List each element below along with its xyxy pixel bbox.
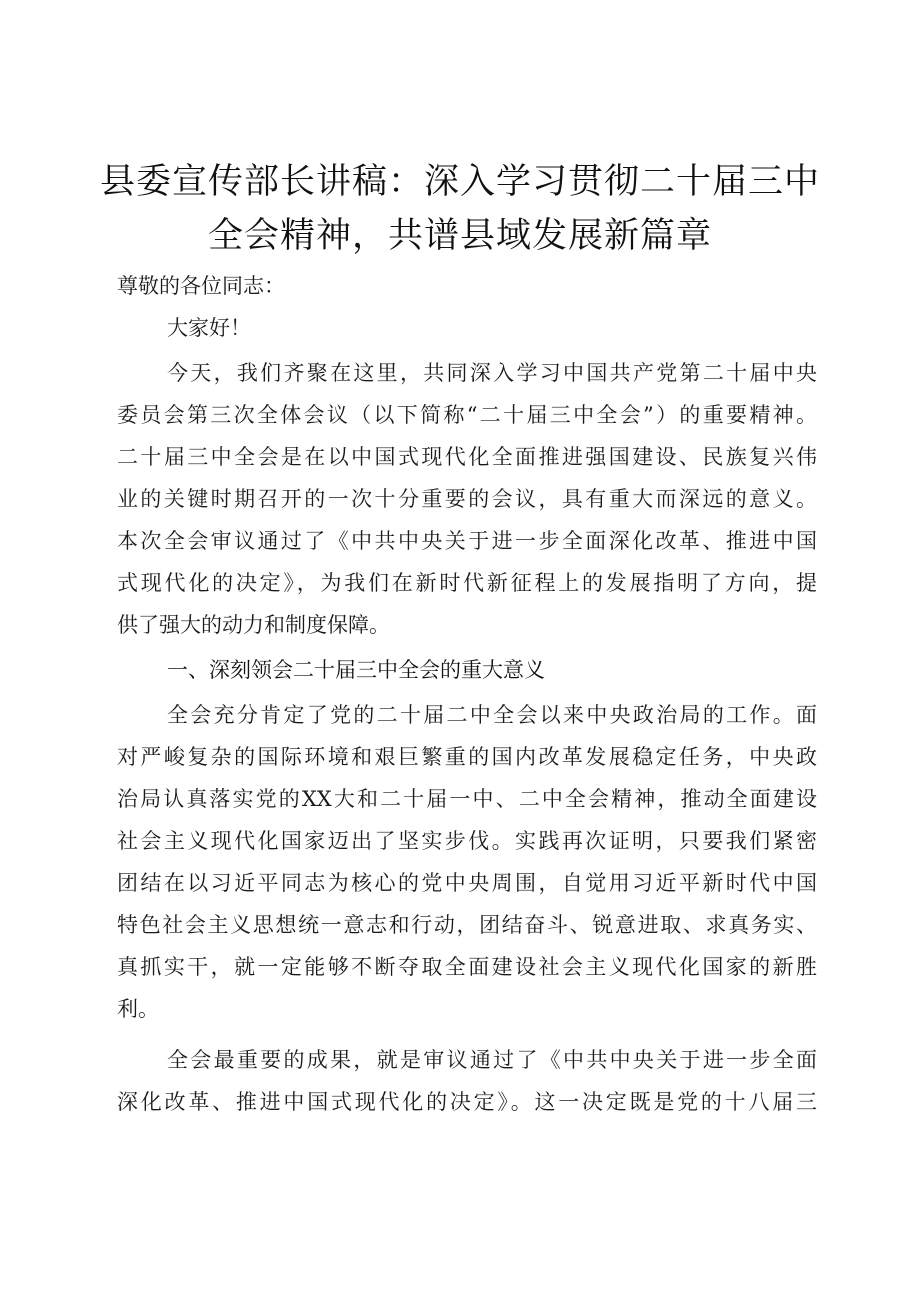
paragraph-1-line: 式现代化的决定》，为我们在新时代新征程上的发展指明了方向，提 bbox=[117, 571, 817, 595]
paragraph-1-line: 二十届三中全会是在以中国式现代化全面推进强国建设、民族复兴伟 bbox=[117, 445, 817, 469]
paragraph-1-line: 委员会第三次全体会议（以下简称“二十届三中全会”）的重要精神。 bbox=[117, 403, 817, 427]
paragraph-2-line: 利。 bbox=[117, 997, 159, 1021]
paragraph-3-line: 深化改革、推进中国式现代化的决定》。这一决定既是党的十八届三 bbox=[117, 1090, 817, 1114]
paragraph-2-line: 真抓实干，就一定能够不断夺取全面建设社会主义现代化国家的新胜 bbox=[117, 955, 817, 979]
paragraph-1-line: 供了强大的动力和制度保障。 bbox=[117, 613, 390, 637]
paragraph-2-line: 治局认真落实党的XX大和二十届一中、二中全会精神，推动全面建设 bbox=[117, 787, 817, 811]
paragraph-2-line: 对严峻复杂的国际环境和艰巨繁重的国内改革发展稳定任务，中央政 bbox=[117, 745, 817, 769]
paragraph-2-line: 社会主义现代化国家迈出了坚实步伐。实践再次证明，只要我们紧密 bbox=[117, 829, 817, 853]
paragraph-2-line: 特色社会主义思想统一意志和行动，团结奋斗、锐意进取、求真务实、 bbox=[117, 913, 817, 937]
greeting: 大家好！ bbox=[167, 316, 251, 340]
paragraph-2-line: 团结在以习近平同志为核心的党中央周围，自觉用习近平新时代中国 bbox=[117, 871, 817, 895]
document-title-line-1: 县委宣传部长讲稿：深入学习贯彻二十届三中 bbox=[100, 162, 821, 202]
document-title-line-2: 全会精神，共谱县域发展新篇章 bbox=[207, 216, 712, 256]
salutation: 尊敬的各位同志： bbox=[117, 274, 285, 298]
paragraph-1-line: 本次全会审议通过了《中共中央关于进一步全面深化改革、推进中国 bbox=[117, 529, 817, 553]
paragraph-2-line: 全会充分肯定了党的二十届二中全会以来中央政治局的工作。面 bbox=[167, 703, 817, 727]
section-heading-1: 一、深刻领会二十届三中全会的重大意义 bbox=[167, 658, 545, 682]
paragraph-1-line: 业的关键时期召开的一次十分重要的会议，具有重大而深远的意义。 bbox=[117, 487, 817, 511]
paragraph-1-line: 今天，我们齐聚在这里，共同深入学习中国共产党第二十届中央 bbox=[167, 361, 817, 385]
paragraph-3-line: 全会最重要的成果，就是审议通过了《中共中央关于进一步全面 bbox=[167, 1048, 817, 1072]
